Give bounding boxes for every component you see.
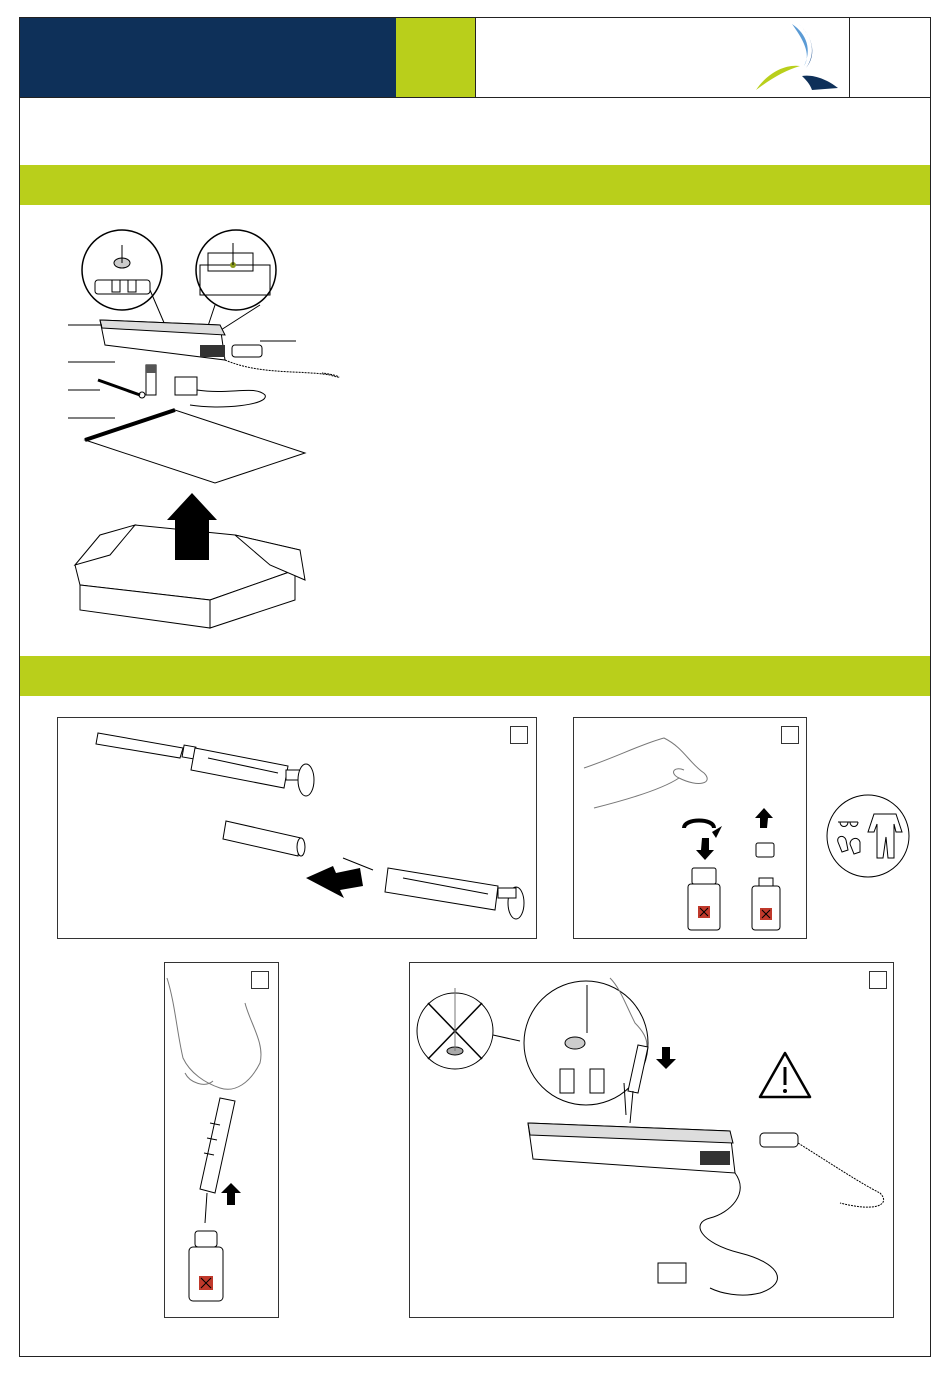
draw-liquid-illustration bbox=[165, 963, 278, 1317]
black-arrow-icon bbox=[755, 808, 773, 828]
company-logo-icon bbox=[752, 20, 842, 94]
header-green-block bbox=[396, 18, 475, 97]
step-panel-vial-opening bbox=[573, 717, 807, 939]
section-band-1 bbox=[20, 165, 930, 205]
fill-strip-illustration bbox=[410, 963, 893, 1317]
package-contents-illustration bbox=[60, 225, 360, 635]
syringe-assembly-illustration bbox=[58, 718, 536, 938]
header-divider bbox=[849, 18, 850, 97]
black-arrow-icon bbox=[306, 866, 363, 898]
black-arrow-icon bbox=[656, 1047, 676, 1069]
header-bottom-rule bbox=[20, 97, 930, 98]
step-panel-fill-strip bbox=[409, 962, 894, 1318]
header-blue-block bbox=[20, 18, 396, 97]
protective-equipment-icon bbox=[824, 792, 914, 882]
header-divider bbox=[475, 18, 476, 97]
black-arrow-icon bbox=[696, 838, 714, 860]
step-panel-syringe bbox=[57, 717, 537, 939]
socket-detail-circle bbox=[82, 230, 162, 310]
section-band-2 bbox=[20, 656, 930, 696]
black-arrow-icon bbox=[221, 1183, 241, 1205]
step-panel-draw-liquid bbox=[164, 962, 279, 1318]
vial-opening-illustration bbox=[574, 718, 806, 938]
